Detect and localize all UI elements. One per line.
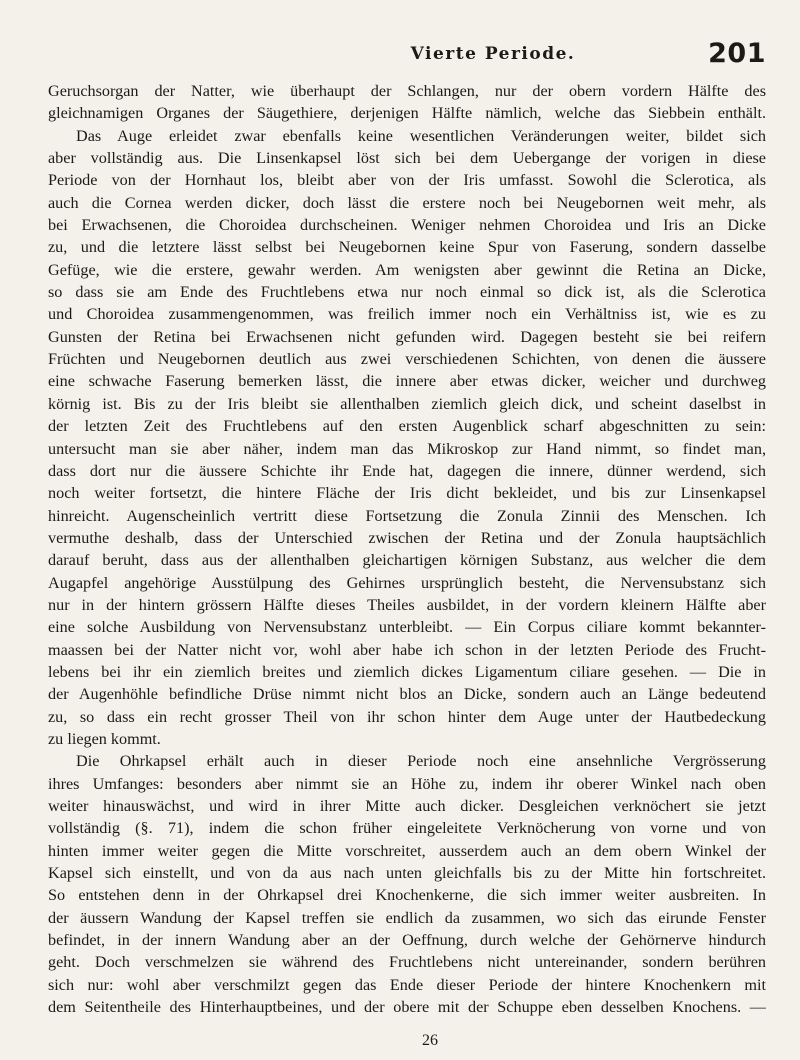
text-line: ihres Umfanges: besonders aber nimmt sie an Höhe zu, indem ihr oberer Winkel nach oben xyxy=(48,774,766,793)
text-line: noch weiter fortsetzt, die hintere Fläche der Iris dicht bekleidet, und bis zur Linsenkapsel xyxy=(48,484,766,503)
text-line: so dass sie am Ende des Fruchtlebens etwa nur noch einmal so dick ist, als die Sclerotica xyxy=(48,283,766,302)
text-line: vollständig (§. 71), indem die schon früher eingeleitete Verknöcherung von vorne und von xyxy=(48,819,766,838)
text-line: So entstehen denn in der Ohrkapsel drei Knochenkerne, die sich immer weiter ausbreiten. In xyxy=(48,886,766,905)
text-line: darauf beruht, dass aus der allenthalben gleichartigen körnigen Substanz, aus welcher die dem xyxy=(48,551,766,570)
text-line: dass dort nur die äussere Schichte ihr Ende hat, dagegen die innere, dünner werdend, sich xyxy=(48,461,766,480)
text-line: Das Auge erleidet zwar ebenfalls keine wesentlichen Veränderungen weiter, bildet sich xyxy=(76,126,766,145)
text-line: eine schwache Faserung bemerken lässt, die innere aber etwas dicker, weicher und durchweg xyxy=(48,372,766,391)
text-line: Früchten und Neugebornen deutlich aus zwei verschiedenen Schichten, von denen die äussere xyxy=(48,350,766,369)
text-line: bei Erwachsenen, die Choroidea durchscheinen. Weniger nehmen Choroidea und Iris an Dicke xyxy=(48,216,766,235)
text-line: aber vollständig aus. Die Linsenkapsel löst sich bei dem Uebergange der vorigen in diese xyxy=(48,149,766,168)
text-line: Gunsten der Retina bei Erwachsenen nicht gefunden wird. Dagegen besteht sie bei reifern xyxy=(48,327,766,346)
page-number: 201 xyxy=(708,38,766,69)
text-line: dem Seitentheile des Hinterhauptbeines, und der obere mit der Schuppe eben desselben Knochens. — xyxy=(48,998,766,1017)
text-line: auch die Cornea werden dicker, doch lässt die erstere noch bei Neugebornen weit mehr, als xyxy=(48,193,766,212)
text-line: hinreicht. Augenscheinlich vertritt diese Fortsetzung die Zonula Zinnii des Menschen. Ich xyxy=(48,506,766,525)
text-line: vermuthe deshalb, dass der Unterschied zwischen der Retina und der Zonula hauptsächlich xyxy=(48,528,766,547)
text-line: Kapsel sich einstellt, und von da aus nach unten gleichfalls bis zu der Mitte hin fortschreitet. xyxy=(48,864,766,883)
text-line: weiter hinauswächst, und wird in ihrer Mitte auch dicker. Desgleichen verknöchert sie jetzt xyxy=(48,797,766,815)
text-line: maassen bei der Natter nicht vor, wohl aber habe ich schon in der letzten Periode des Frucht- xyxy=(48,640,766,659)
text-line: Die Ohrkapsel erhält auch in dieser Periode noch eine ansehnliche Vergrösserung xyxy=(76,752,766,771)
text-line: zu, und die letztere lässt selbst bei Neugebornen keine Spur von Faserung, sondern dasselbe xyxy=(48,238,766,257)
text-line: zu, so dass ein recht grosser Theil von ihr schon hinter dem Auge unter der Hautbedeckung xyxy=(48,707,766,726)
text-line: befindet, in der innern Wandung aber an der Oeffnung, durch welche der Gehörnerve hindurch xyxy=(48,931,766,950)
text-line: untersucht man sie aber näher, indem man das Mikroskop zur Hand nimmt, so findet man, xyxy=(48,439,766,458)
text-line: der Augenhöhle befindliche Drüse nimmt nicht blos an Dicke, sondern auch an Länge bedeutend xyxy=(48,685,766,704)
text-line: und Choroidea zusammengenommen, was freilich immer noch ein Verhältniss ist, wie es zu xyxy=(48,305,766,324)
text-line: sich nur: wohl aber verschmilzt gegen das Ende dieser Periode der hintere Knochenkern mit xyxy=(48,975,766,994)
text-line: hinten immer weiter gegen die Mitte vorschreitet, ausserdem auch an dem obern Winkel der xyxy=(48,841,766,860)
text-line: Augapfel angehörige Ausstülpung des Gehirnes ursprünglich besteht, die Nervensubstanz sich xyxy=(48,573,766,592)
text-line: eine solche Ausbildung von Nervensubstanz unterbleibt. — Ein Corpus ciliare kommt bekannter- xyxy=(48,618,766,637)
running-head xyxy=(50,38,766,70)
text-line: zu liegen kommt. xyxy=(48,729,161,748)
text-line: nur in der hintern grössern Hälfte dieses Theiles ausbildet, in der vordern kleinern Hälfte aber xyxy=(48,595,766,614)
text-line: Periode von der Hornhaut los, bleibt aber von der Iris umfasst. Sowohl die Sclerotica, als xyxy=(48,171,766,190)
body-text xyxy=(48,80,766,1018)
text-line: Geruchsorgan der Natter, wie überhaupt der Schlangen, nur der obern vordern Hälfte des xyxy=(48,82,766,100)
text-line: körnig ist. Bis zu der Iris bleibt sie allenthalben ziemlich gleich dick, und scheint daselbst in xyxy=(48,394,766,413)
text-line: der äussern Wandung der Kapsel treffen sie endlich da zusammen, wo sich das eirunde Fenster xyxy=(48,908,766,927)
text-line: Gefüge, wie die erstere, gewahr werden. Am wenigsten aber gewinnt die Retina an Dicke, xyxy=(48,260,766,279)
running-title: Vierte Periode. xyxy=(410,44,576,64)
text-line: gleichnamigen Organes der Säugethiere, derjenigen Hälfte nämlich, welche das Siebbein enthält. xyxy=(48,104,766,123)
text-line: geht. Doch verschmelzen sie während des Fruchtlebens nicht untereinander, sondern berühren xyxy=(48,953,766,972)
text-line: lebens bei ihr ein ziemlich breites und ziemlich dickes Ligamentum ciliare gesehen. — Die in xyxy=(48,662,766,681)
signature-mark: 26 xyxy=(422,1032,438,1049)
text-line: der letzten Zeit des Fruchtlebens auf den ersten Augenblick scharf abgeschnitten zu sein: xyxy=(48,417,766,436)
